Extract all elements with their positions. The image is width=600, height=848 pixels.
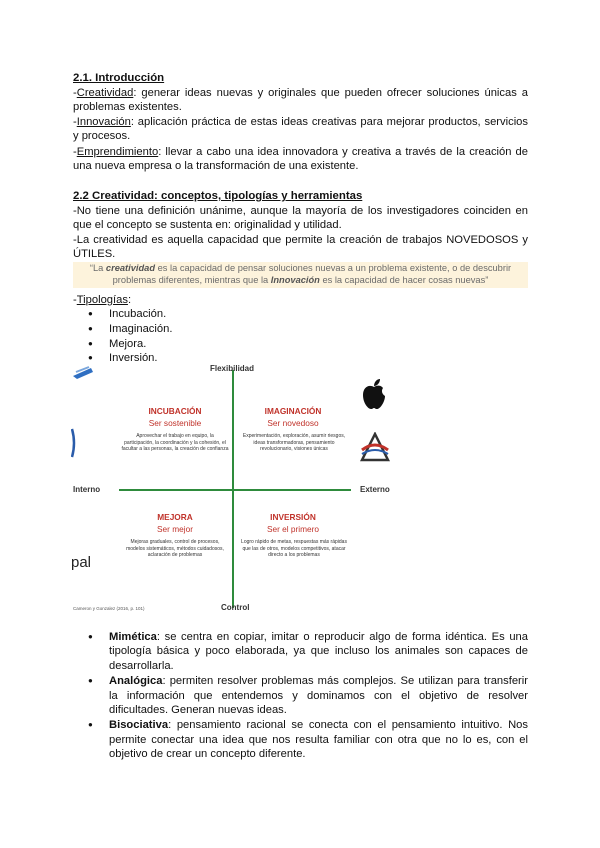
cropped-text-fragment: pal — [71, 554, 92, 571]
term-innovacion: Innovación — [76, 116, 131, 128]
typology-term: Mimética — [109, 631, 157, 643]
tipologias-term: Tipologías — [76, 294, 128, 306]
list-item — [73, 630, 528, 673]
quadrant-mejora-subtitle: Ser mejor — [157, 524, 193, 534]
typology-text: : permiten resolver problemas más complejos. Se utilizan para transferir la información que entendemos y dominamos con el objetivo de resolver dificultades. Generan nuevas ideas. — [109, 675, 528, 717]
term-emprendimiento: Emprendimiento — [76, 146, 159, 158]
typologies-list — [73, 630, 528, 763]
list-item: ● Inversión. — [73, 351, 172, 366]
triangle-logo-icon — [360, 432, 390, 464]
term-creatividad: Creatividad — [76, 87, 134, 99]
definition-text: : aplicación práctica de estas ideas creativas para mejorar productos, servicios y procesos. — [73, 116, 528, 143]
typology-term: Analógica — [109, 675, 163, 688]
apple-icon — [361, 378, 387, 410]
quadrant-inversion-title: INVERSIÓN — [270, 512, 316, 522]
diagram-axes — [73, 360, 393, 620]
quadrant-incubacion-title: INCUBACIÓN — [148, 406, 202, 416]
quote-part: “La — [89, 263, 106, 273]
section-2-heading: 2.2 Creatividad: conceptos, tipologías y herramientas — [73, 190, 363, 202]
tipologias-list — [73, 307, 172, 366]
quadrant-incubacion-desc: Aprovechar el trabajo en equipo, la participación, la coordinación y la cohesión, el facultar a las personas, la creación de confianza — [121, 433, 229, 453]
quadrant-imaginacion-subtitle: Ser novedoso — [267, 418, 319, 428]
list-item: ● Imaginación. — [73, 322, 172, 337]
quadrant-imaginacion-desc: Experimentación, exploración, asumir riesgos, ideas transformadoras, pensamiento revolucionario, visiones únicas — [242, 433, 346, 453]
section-2-paragraph-1: -No tiene una definición unánime, aunque la mayoría de los investigadores coinciden en que el concepto se sustenta en: originalidad y utilidad. — [73, 205, 528, 232]
quadrant-diagram — [73, 360, 393, 620]
list-item: ● Mejora. — [73, 337, 172, 352]
typology-text: : se centra en copiar, imitar o reproducir algo de forma idéntica. Es una tipología básica y poco elaborada, ya que incluso los animales son capaces de desarrollarla. — [109, 631, 528, 672]
list-item — [73, 718, 528, 761]
quadrant-mejora-desc: Mejoras graduales, control de procesos, modelos sistemáticos, métodos cuidadosos, aclaración de problemas — [126, 539, 224, 559]
quote-part: es la capacidad de pensar soluciones nuevas a un problema existente, o de descubrir problemas diferentes, mientras que la — [112, 263, 512, 285]
axis-top-label: Flexibilidad — [210, 364, 255, 373]
quadrant-inversion-desc: Logro rápido de metas, respuestas más rápidas que las de otros, modelos competitivos, atacar directo a los problemas — [241, 539, 347, 559]
quadrant-inversion-subtitle: Ser el primero — [266, 524, 320, 534]
quote-part: es la capacidad de hacer cosas nuevas” — [319, 275, 489, 285]
diagram-caption: Cameron y Gonzalez (2016, p. 101) — [73, 606, 145, 611]
axis-left-label: Interno — [73, 485, 101, 494]
definition-text: : llevar a cabo una idea innovadora y creativa a través de la creación de una nueva empresa o la transformación de una existente. — [73, 146, 528, 173]
typology-term: Bisociativa — [109, 719, 169, 732]
section-1-heading: 2.1. Introducción — [73, 72, 165, 84]
definition-emprendimiento: -Emprendimiento: llevar a cabo una idea innovadora y creativa a través de la creación de una nueva empresa o la transformación de una existente. — [73, 146, 528, 173]
quadrant-imaginacion-title: IMAGINACIÓN — [264, 406, 322, 416]
tipologias-label: -Tipologías: — [73, 294, 132, 306]
list-item — [73, 674, 528, 717]
apple-logo — [361, 378, 387, 410]
definition-text: : generar ideas nuevas y originales que pueden ofrecer soluciones únicas a problemas existentes. — [73, 87, 528, 114]
definition-innovacion: -Innovación: aplicación práctica de estas ideas creativas para mejorar productos, servicios y procesos. — [73, 116, 528, 143]
quote-emphasis: creatividad — [105, 263, 156, 273]
section-2-paragraph-2: -La creatividad es aquella capacidad que permite la creación de trabajos NOVEDOSOS y ÚTILES. — [73, 234, 528, 261]
triangle-logo — [360, 432, 390, 464]
list-item: ● Incubación. — [73, 307, 172, 322]
quadrant-incubacion-subtitle: Ser sostenible — [148, 418, 202, 428]
quote-emphasis: Innovación — [270, 275, 320, 285]
axis-bottom-label: Control — [221, 603, 250, 612]
highlighted-quote — [73, 262, 528, 288]
axis-right-label: Externo — [360, 485, 390, 494]
typology-text: : pensamiento racional se conecta con el pensamiento intuitivo. Nos permite conectar una idea que nos resulta familiar con otra que no lo es, con el objetivo de crear un concepto diferente. — [109, 719, 528, 761]
definition-creatividad: -Creatividad: generar ideas nuevas y originales que pueden ofrecer soluciones únicas a problemas existentes. — [73, 87, 528, 114]
quadrant-mejora-title: MEJORA — [157, 512, 193, 522]
